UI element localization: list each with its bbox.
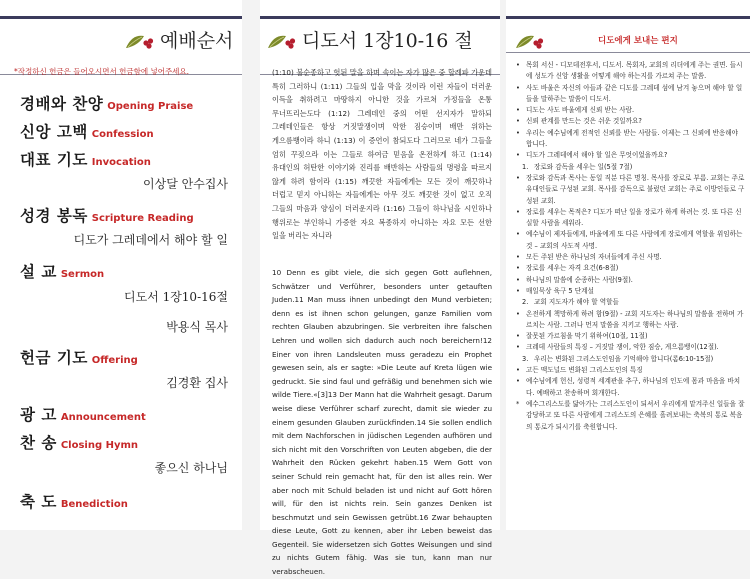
leaf-berry-icon (514, 30, 544, 52)
bullet-marker: • (516, 286, 520, 295)
note-text: 예수님이 제자들에게, 바울에게 또 다른 사람에게 장로에게 역할을 위임하는 것 – 교회의 사도적 사명. (526, 230, 743, 250)
german-scripture-text: 10 Denn es gibt viele, die sich gegen Gott auflehnen, Schwätzer und Verführer, besonders unter getauften Juden.11 Man muss ihnen unbedingt den Mund verbieten; denn es ist ihnen schon gelungen, ganze Familien vom rechten Glauben abzubringen. Sie verbreiten ihre falschen Lehren und wollen sich dadurch auch noch bereichern!12 Einer von ihren Landsleuten muss geradezu ein Prophet gewesen sein, als er sagte: »Die Leute auf Kreta lügen wie gedruckt. Sie sind faul und gefräßig und benehmen sich wie wilde Tiere.«[3]13 Der Mann hat die Wahrheit gesagt. Darum weise diese Verführer scharf zurecht, damit sie wieder zu einem gesunden Glauben zurückfinden.14 Sie sollen endlich mit dem Nachforschen in jüdischen Legenden aufhören und sich nicht mit den Vorschriften von Leuten abgeben, die der Wahrheit den Rücken gekehrt haben.15 Wem Gott von seiner Schuld rein gemacht hat, für den ist alles rein. Wer aber noch mit Schuld beladen ist und nicht auf Gott hören will, für den ist nichts rein. Sein ganzes Denken ist beschmutzt und sein Gewissen getrübt.16 Zwar behaupten diese Leute, Gott zu kennen, aber ihr Leben beweist das Gegenteil. Sie widersetzen sich Gottes Weisungen und sind zu nichts Gutem fähig. Was sie tun, kann man nur verabscheuen. (272, 268, 492, 577)
note-line (514, 275, 746, 286)
note-line (514, 207, 746, 230)
bullet-marker: • (516, 377, 520, 386)
bullet-marker: * (516, 399, 520, 408)
top-rule (0, 16, 242, 19)
note-text: 우리는 변화된 그리스도인임을 기억해야 합니다(롬6:10-15절) (534, 354, 714, 363)
note-text: 우리는 예수님에게 전적인 신뢰를 받는 사람들. 이제는 그 신뢰에 반응해야 합니다. (526, 128, 739, 149)
scripture-title: 디도가 그레데에서 해야 할 일 (73, 233, 228, 247)
note-text: 장로와 감독을 세우는 일(5절 7절) (534, 162, 633, 171)
invocation-leader: 이상달 안수집사 (143, 177, 228, 191)
sermon-passage: 디도서 1장10-16절 (123, 290, 228, 304)
note-text: 장로를 세우는 목적은? 디도가 떠난 일을 장로가 하게 하려는 것. 또 다른 신실할 사람을 세워라. (526, 207, 742, 228)
bullet-marker: • (516, 253, 520, 262)
note-line (514, 365, 746, 376)
note-line (514, 128, 746, 151)
scripture-panel (260, 0, 500, 577)
note-line (514, 150, 746, 161)
note-line (514, 309, 746, 332)
bullet-marker: • (516, 230, 520, 239)
panel-header (0, 22, 242, 56)
order-item-opening-praise: 경배와 찬양 Opening Praise (20, 95, 194, 113)
leaf-berry-icon (266, 30, 296, 52)
bullet-marker: • (516, 173, 520, 182)
top-rule (506, 16, 750, 19)
note-line (514, 286, 746, 297)
note-text: 온전하게 책망하게 하려 함(9절) - 교회 지도자는 하나님의 말씀을 전하며 가르치는 사람. 그러나 먼저 말씀을 지키고 행하는 사람. (526, 309, 744, 329)
bullet-marker: • (516, 61, 520, 69)
header-divider (506, 52, 750, 53)
note-line (514, 83, 746, 106)
note-text: 디도는 사도 바울에게 신뢰 받는 사람. (526, 106, 635, 115)
note-line (514, 252, 746, 263)
order-item-announcement: 광 고 Announcement (20, 406, 146, 424)
order-item-sermon: 설 교 Sermon (20, 263, 105, 281)
panel-header (260, 22, 500, 56)
note-line (514, 376, 746, 399)
leaf-berry-icon (124, 30, 154, 52)
page-title: 예배순서 (160, 30, 234, 52)
note-text: 예수님에게 헌신, 성령적 세계관을 추구, 하나님의 인도에 몸과 마음을 바치다. 예배하고 찬송하며 회개한다. (526, 377, 741, 397)
note-line (514, 116, 746, 127)
bullet-marker: • (516, 275, 520, 284)
order-item-closing-hymn: 찬 송 Closing Hymn (20, 434, 139, 452)
bullet-marker: • (516, 343, 520, 352)
bullet-marker: • (516, 83, 520, 92)
note-text: 신뢰 관계를 만드는 것은 쉬운 것일까요? (526, 117, 642, 126)
bullet-marker: • (516, 264, 520, 273)
note-line (514, 354, 746, 365)
bullet-marker: • (516, 106, 520, 115)
note-text: 잘못된 가르침을 막기 위하여(10절, 11절) (526, 332, 648, 341)
note-text: 모든 주된 받은 하나님의 자녀들에게 주신 사명. (526, 253, 662, 262)
bullet-marker: • (516, 309, 520, 318)
note-text: 하나님의 말씀에 순종하는 사람(9절). (526, 275, 633, 284)
offering-note: *작정하신 헌금은 들어오시면서 헌금함에 넣어주세요. (14, 67, 190, 76)
letter-to-titus-panel (506, 0, 750, 530)
note-line (514, 60, 746, 83)
order-of-worship-panel (0, 0, 242, 530)
note-text: 디도가 그레데에서 해야 할 일은 무엇이었을까요? (526, 151, 668, 160)
note-line (514, 297, 746, 308)
note-text: 고든 맥도널드 변화된 그리스도인의 특징 (526, 366, 643, 375)
note-text: 크레데 사람들의 특징 – 거짓말 쟁이, 악한 짐승, 게으름뱅이(12절). (526, 343, 719, 352)
note-text: 교회 지도자가 해야 할 역할들 (534, 298, 619, 307)
note-line (514, 162, 746, 173)
bullet-marker: • (516, 117, 520, 126)
sermon-notes-list (514, 60, 746, 433)
note-line (514, 263, 746, 274)
note-text: 장로와 감독과 목사는 동일 직분 다른 명칭. 목사를 장로로 부름. 교회는 주로 유대인들로 구성된 교회. 목사를 감독으로 불렀던 교회는 주로 이방인들로 구성된 교회. (526, 173, 745, 205)
bullet-marker: • (516, 332, 520, 341)
note-line (514, 342, 746, 353)
note-line (514, 229, 746, 252)
note-line (514, 105, 746, 116)
top-rule (260, 16, 500, 19)
scripture-heading: 디도서 1장10-16 절 (302, 30, 473, 52)
note-line (514, 399, 746, 433)
bullet-marker: 2. (522, 298, 529, 307)
closing-hymn-title: 좋으신 하나님 (154, 461, 228, 475)
bullet-marker: • (516, 151, 520, 160)
bullet-marker: • (516, 128, 520, 137)
offering-prayer-leader: 김경환 집사 (166, 376, 228, 390)
note-line (514, 331, 746, 342)
sermon-preacher: 박용식 목사 (166, 320, 228, 334)
note-text: 매일묵상 육구 5 단계설 (526, 286, 594, 295)
korean-scripture-text: (1:10) 불순종하고 헛된 말을 하며 속이는 자가 많은 중 할례파 가운데 특히 그러하니 (1:11) 그들의 입을 막을 것이라 이런 자들이 더러운 이득을 취하려고 마땅하지 아니한 것을 가르쳐 가정들을 온통 무너뜨리는도다 (1:12) 그레데인 중의 어떤 선지자가 말하되 그레데인들은 항상 거짓말쟁이며 악한 짐승이며 배만 위하는 게으름뱅이라 하니 (1:13) 이 증언이 참되도다 그러므로 네가 그들을 엄히 꾸짖으라 이는 그들로 하여금 믿음을 온전하게 하고 (1:14) 유대인의 허탄한 이야기와 진리를 배반하는 사람들의 명령을 따르지 않게 하려 함이라 (1:15) 깨끗한 자들에게는 모든 것이 깨끗하나 더럽고 믿지 아니하는 자들에게는 아무 것도 깨끗한 것이 없고 오직 그들의 마음과 양심이 더러운지라 (1:16) 그들이 하나님을 시인하나 행위로는 부인하니 가증한 자요 복종하지 아니하는 자요 모든 선한 일을 버리는 자니라 (272, 68, 492, 241)
order-item-benediction: 축 도 Benediction (20, 493, 128, 511)
note-text: 목회 서신 - 디모데전후서, 디도서. 목회자, 교회의 리더에게 주는 권면. 들시에 성도가 신앙 생활을 어떻게 해야 하는지를 가르쳐 주는 말씀. (526, 61, 743, 81)
order-item-invocation: 대표 기도 Invocation (20, 151, 151, 169)
note-line (514, 173, 746, 207)
order-item-offering: 헌금 기도 Offering (20, 349, 138, 367)
bullet-marker: • (516, 366, 520, 375)
order-item-confession: 신앙 고백 Confession (20, 123, 154, 141)
order-item-scripture-reading: 성경 봉독 Scripture Reading (20, 207, 194, 225)
bullet-marker: 1. (522, 162, 529, 171)
note-text: 예수그리스도를 닮아가는 그리스도인이 되셔서 우리에게 맡겨주신 일들을 잘 감당하고 또 다른 사람에게 그리스도의 은혜를 흘려보내는 축복의 통로 복음의 통로가 되시기를 축원합니다. (526, 399, 745, 431)
letter-title: 디도에게 보내는 편지 (598, 36, 678, 46)
bullet-marker: 3. (522, 354, 529, 363)
note-text: 장로를 세우는 자격 요건(6-8절) (526, 264, 619, 273)
note-text: 사도 바울은 자신의 아들과 같은 디도를 그레데 섬에 남겨 놓으며 해야 할 일들을 말하주는 말씀이 디도서. (526, 83, 743, 103)
bullet-marker: • (516, 207, 520, 216)
